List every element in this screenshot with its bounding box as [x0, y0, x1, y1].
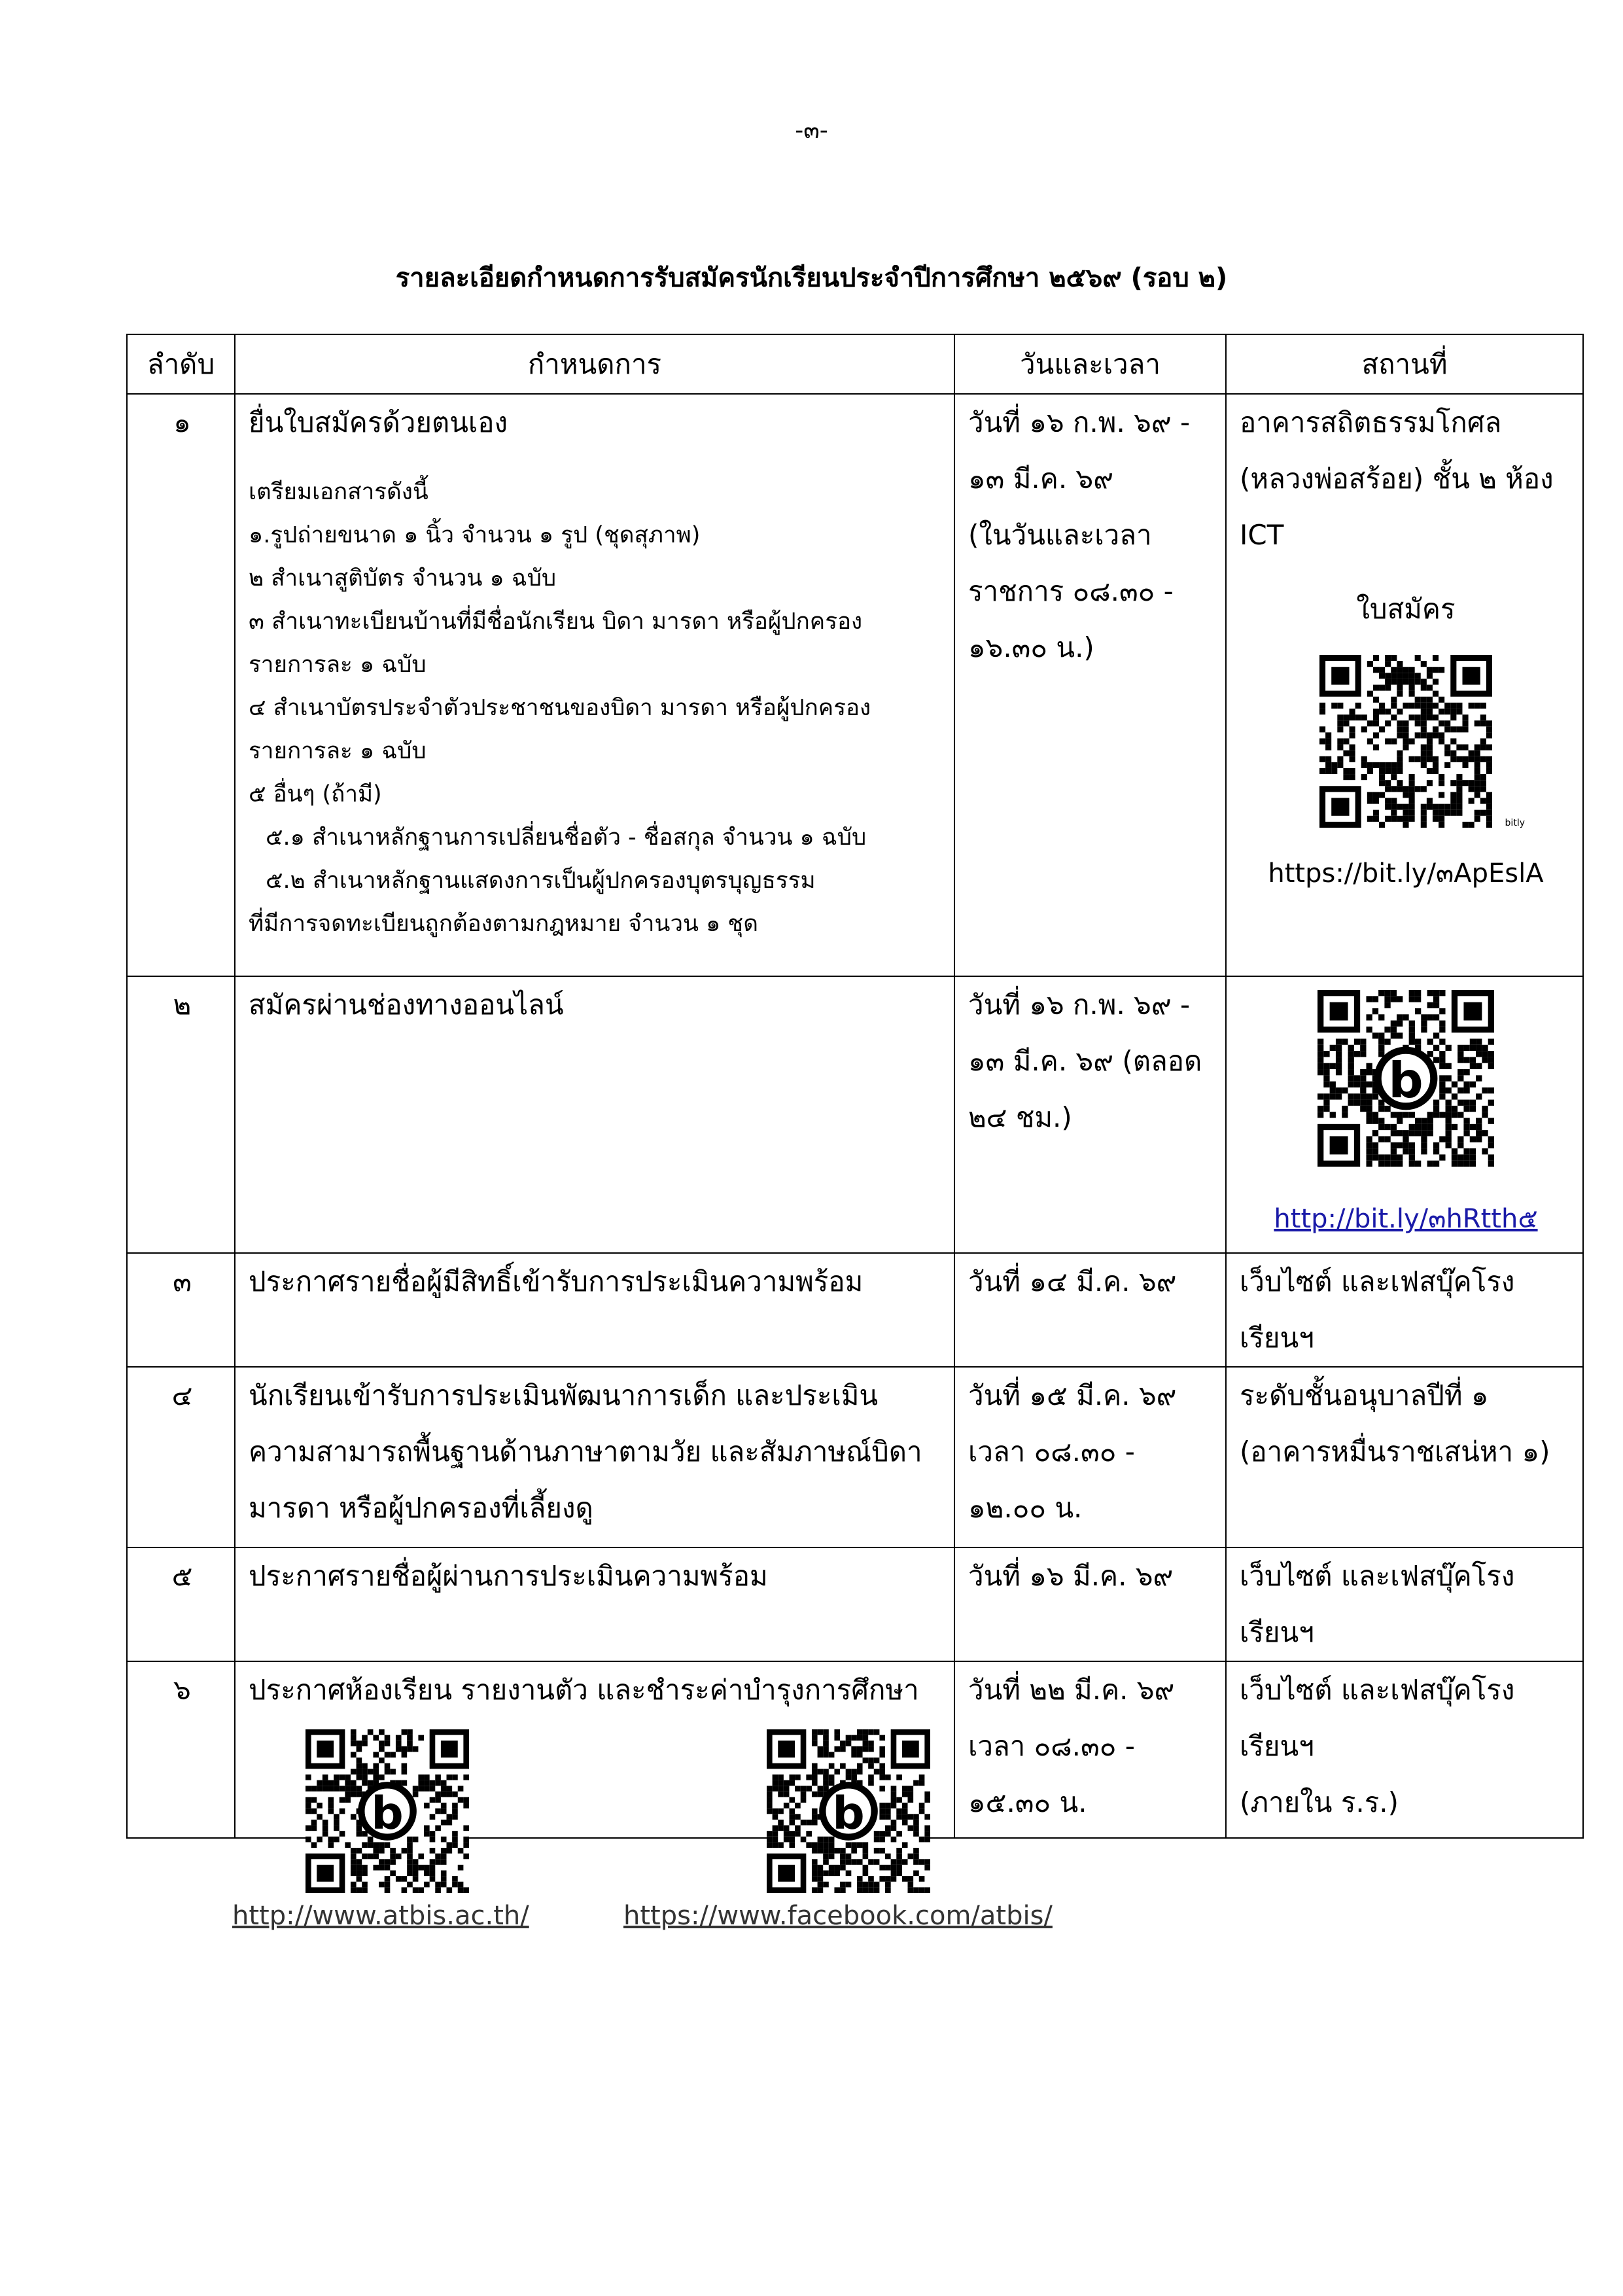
bitly-brand-text: bitly	[1505, 818, 1525, 828]
date-line: เวลา ๐๘.๓๐ -	[968, 1730, 1135, 1762]
date-line: วันที่ ๒๒ มี.ค. ๖๙	[968, 1674, 1175, 1706]
header-date: วันและเวลา	[954, 334, 1226, 394]
schedule-line: มารดา หรือผู้ปกครองที่เลี้ยงดู	[249, 1492, 593, 1524]
date-line: ๑๒.๐๐ น.	[968, 1492, 1083, 1524]
schedule-cell	[235, 1547, 954, 1661]
facebook-qr-code[interactable]	[767, 1729, 930, 1893]
date-line: วันที่ ๑๔ มี.ค. ๖๙	[968, 1265, 1177, 1298]
table-row	[127, 394, 1583, 976]
bitly-logo-letter: b	[1388, 1051, 1423, 1109]
place-line: เว็บไซต์ และเฟสบุ๊คโรงเรียนฯ	[1240, 1265, 1515, 1354]
document-item: ๕.๑ สำเนาหลักฐานการเปลี่ยนชื่อตัว - ชื่อสกุล จำนวน ๑ ฉบับ	[266, 824, 867, 851]
document-item: ๑.รูปถ่ายขนาด ๑ นิ้ว จำนวน ๑ รูป (ชุดสุภาพ)	[249, 522, 701, 548]
bitly-logo-letter: b	[832, 1787, 865, 1840]
schedule-cell	[235, 1253, 954, 1367]
row-number: ๓	[127, 1253, 235, 1367]
place-cell	[1226, 394, 1583, 976]
row-number: ๔	[127, 1367, 235, 1547]
documents-intro: เตรียมเอกสารดังนี้	[249, 479, 428, 505]
page-number: -๓-	[795, 117, 828, 144]
bitly-logo-letter: b	[371, 1787, 404, 1840]
document-item: ที่มีการจดทะเบียนถูกต้องตามกฎหมาย จำนวน ๑ ชุด	[249, 911, 758, 937]
date-cell	[954, 1367, 1226, 1547]
schedule-line: นักเรียนเข้ารับการประเมินพัฒนาการเด็ก และประเมิน	[249, 1379, 879, 1411]
date-line: วันที่ ๑๖ ก.พ. ๖๙ -	[968, 989, 1191, 1021]
website-link[interactable]: http://www.atbis.ac.th/	[232, 1901, 529, 1931]
schedule-line: ประกาศรายชื่อผู้ผ่านการประเมินความพร้อม	[249, 1560, 768, 1592]
place-line: (หลวงพ่อสร้อย) ชั้น ๒ ห้อง	[1240, 463, 1554, 495]
document-item: ๓ สำเนาทะเบียนบ้านที่มีชื่อนักเรียน บิดา มารดา หรือผู้ปกครอง	[249, 609, 863, 635]
table-row	[127, 1547, 1583, 1661]
date-line: เวลา ๐๘.๓๐ -	[968, 1436, 1135, 1468]
website-qr-code[interactable]	[305, 1729, 469, 1893]
place-cell	[1226, 1547, 1583, 1661]
table-row	[127, 1367, 1583, 1547]
online-application-link[interactable]: http://bit.ly/๓hRtth๕	[1274, 1204, 1538, 1234]
date-cell	[954, 1547, 1226, 1661]
schedule-line: ความสามารถพื้นฐานด้านภาษาตามวัย และสัมภาษณ์บิดา	[249, 1436, 922, 1468]
place-cell	[1226, 976, 1583, 1253]
header-schedule: กำหนดการ	[235, 334, 954, 394]
place-cell	[1226, 1661, 1583, 1838]
header-no: ลำดับ	[127, 334, 235, 394]
row-number: ๖	[127, 1661, 235, 1838]
table-row	[127, 1253, 1583, 1367]
row-number: ๒	[127, 976, 235, 1253]
document-title: รายละเอียดกำหนดการรับสมัครนักเรียนประจำปีการศึกษา ๒๕๖๙ (รอบ ๒)	[395, 263, 1228, 293]
schedule-line: ประกาศห้องเรียน รายงานตัว และชำระค่าบำรุงการศึกษา	[249, 1674, 919, 1706]
application-form-caption: ใบสมัคร	[1356, 593, 1456, 625]
place-line: (อาคารหมื่นราชเสน่หา ๑)	[1240, 1436, 1550, 1468]
date-line: วันที่ ๑๖ ก.พ. ๖๙ -	[968, 406, 1191, 438]
facebook-link[interactable]: https://www.facebook.com/atbis/	[623, 1901, 1053, 1931]
place-line: เว็บไซต์ และเฟสบุ๊คโรงเรียนฯ	[1240, 1560, 1515, 1648]
date-line: ๑๓ มี.ค. ๖๙	[968, 463, 1113, 495]
date-line: วันที่ ๑๕ มี.ค. ๖๙	[968, 1379, 1177, 1411]
document-item: รายการละ ๑ ฉบับ	[249, 652, 427, 678]
schedule-line: สมัครผ่านช่องทางออนไลน์	[249, 989, 564, 1021]
place-line: เว็บไซต์ และเฟสบุ๊คโรงเรียนฯ	[1240, 1674, 1515, 1762]
date-line: ๑๓ มี.ค. ๖๙ (ตลอด	[968, 1045, 1202, 1077]
date-cell	[954, 1253, 1226, 1367]
application-link[interactable]: https://bit.ly/๓ApEslA	[1268, 858, 1544, 889]
date-cell	[954, 394, 1226, 976]
document-item: รายการละ ๑ ฉบับ	[249, 738, 427, 764]
schedule-cell	[235, 976, 954, 1253]
document-item: ๔ สำเนาบัตรประจำตัวประชาชนของบิดา มารดา หรือผู้ปกครอง	[249, 695, 871, 721]
online-application-qr-code[interactable]	[1318, 990, 1494, 1167]
schedule-table	[126, 334, 1584, 1839]
date-line: วันที่ ๑๖ มี.ค. ๖๙	[968, 1560, 1174, 1592]
date-line: ๑๖.๓๐ น.)	[968, 631, 1094, 663]
table-header-row	[127, 334, 1583, 394]
date-line: ๑๕.๓๐ น.	[968, 1786, 1087, 1818]
date-cell	[954, 976, 1226, 1253]
schedule-line: ประกาศรายชื่อผู้มีสิทธิ์เข้ารับการประเมินความพร้อม	[249, 1265, 864, 1298]
date-line: ราชการ ๐๘.๓๐ -	[968, 575, 1174, 607]
date-line: ๒๔ ชม.)	[968, 1101, 1072, 1133]
document-item: ๒ สำเนาสูติบัตร จำนวน ๑ ฉบับ	[249, 565, 557, 592]
date-line: (ในวันและเวลา	[968, 519, 1152, 551]
schedule-line: ยื่นใบสมัครด้วยตนเอง	[249, 406, 508, 438]
place-line: อาคารสถิตธรรมโกศล	[1240, 406, 1502, 438]
table-row	[127, 976, 1583, 1253]
place-cell	[1226, 1367, 1583, 1547]
header-place: สถานที่	[1226, 334, 1583, 394]
place-cell	[1226, 1253, 1583, 1367]
application-qr-code[interactable]	[1319, 655, 1492, 828]
place-line: ICT	[1240, 519, 1284, 551]
place-line: ระดับชั้นอนุบาลปีที่ ๑	[1240, 1379, 1489, 1411]
schedule-cell	[235, 394, 954, 976]
row-number: ๕	[127, 1547, 235, 1661]
document-item: ๕ อื่นๆ (ถ้ามี)	[249, 781, 382, 807]
place-line: (ภายใน ร.ร.)	[1240, 1786, 1399, 1818]
document-item: ๕.๒ สำเนาหลักฐานแสดงการเป็นผู้ปกครองบุตรบุญธรรม	[266, 868, 816, 894]
row-number: ๑	[127, 394, 235, 976]
date-cell	[954, 1661, 1226, 1838]
schedule-cell	[235, 1367, 954, 1547]
